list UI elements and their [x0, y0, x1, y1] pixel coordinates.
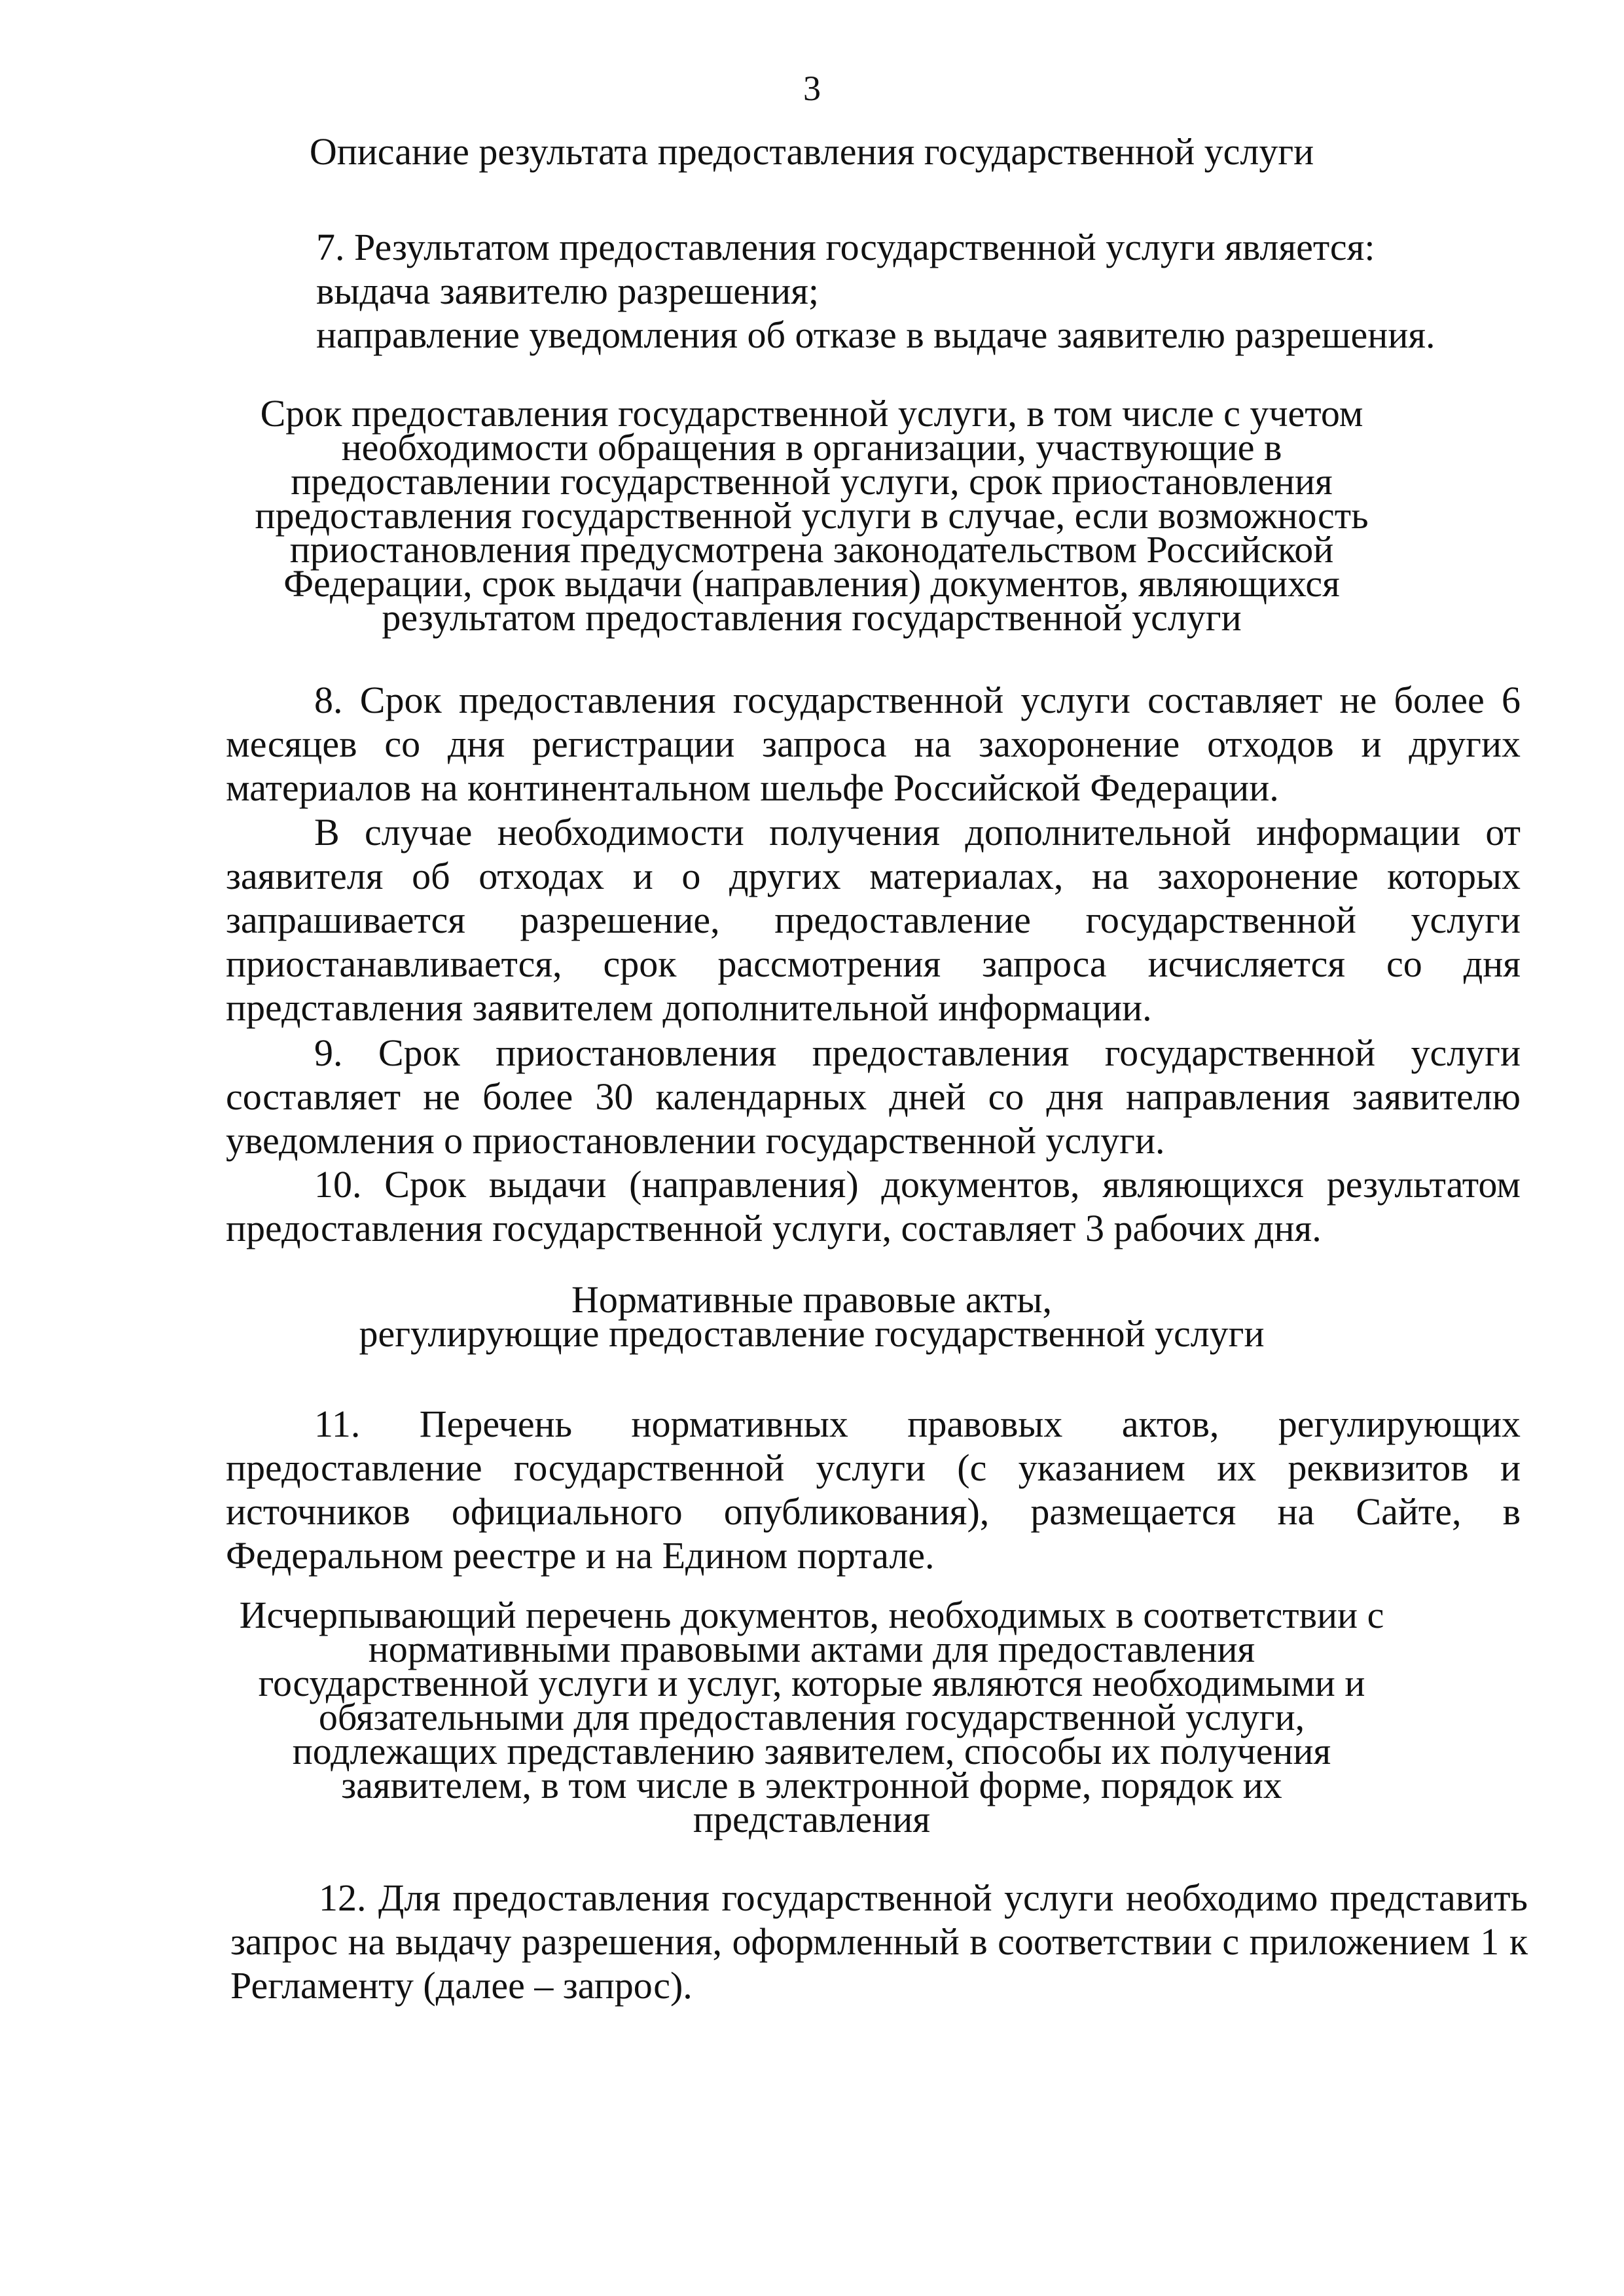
terms-heading-line-5: приостановления предусмотрена законодательством Российской	[289, 528, 1334, 571]
section-heading-terms	[196, 392, 1427, 639]
documents-heading-line-5: подлежащих представлению заявителем, способы их получения	[292, 1730, 1331, 1772]
documents-heading-line-4: обязательными для предоставления государственной услуги,	[318, 1696, 1305, 1738]
documents-heading-line-1: Исчерпывающий перечень документов, необходимых в соответствии с	[239, 1594, 1384, 1636]
terms-heading-line-1: Срок предоставления государственной услуги, в том числе с учетом	[260, 392, 1363, 435]
item-7	[316, 225, 1494, 357]
item-9: 9. Срок приостановления предоставления государственной услуги составляет не более 30 календарных дней со дня направления заявителю уведомления о приостановлении государственной услуги.	[226, 1031, 1521, 1162]
item-11: 11. Перечень нормативных правовых актов, регулирующих предоставление государственной услуги (с указанием их реквизитов и источников официального опубликования), размещается на Сайте, в Федеральном реестре и на Едином портале.	[226, 1403, 1521, 1577]
documents-heading-line-2: нормативными правовыми актами для предоставления	[368, 1628, 1255, 1670]
terms-heading-line-6: Федерации, срок выдачи (направления) документов, являющихся	[283, 562, 1340, 605]
item-7-bullet-1: выдача заявителю разрешения;	[316, 270, 819, 312]
documents-heading-line-3: государственной услуги и услуг, которые являются необходимыми и	[258, 1662, 1365, 1704]
page-number: 3	[803, 69, 821, 108]
section-heading-result: Описание результата предоставления государственной услуги	[309, 130, 1314, 173]
terms-heading-line-4: предоставления государственной услуги в случае, если возможность	[255, 494, 1369, 537]
documents-heading-line-6: заявителем, в том числе в электронной форме, порядок их	[341, 1764, 1282, 1806]
item-8: 8. Срок предоставления государственной услуги составляет не более 6 месяцев со дня регистрации запроса на захоронение отходов и других материалов на континентальном шельфе Российской Федерации.	[226, 679, 1521, 809]
item-12: 12. Для предоставления государственной услуги необходимо представить запрос на выдачу разрешения, оформленный в соответствии с приложением 1 к Регламенту (далее – запрос).	[230, 1876, 1528, 2007]
terms-heading-line-3: предоставлении государственной услуги, срок приостановления	[291, 460, 1333, 503]
item-8-suspension: В случае необходимости получения дополнительной информации от заявителя об отходах и о других материалах, на захоронение которых запрашивается разрешение, предоставление государственной услуги приостанавливается, срок рассмотрения запроса исчисляется со дня представления заявителем дополнительной информации.	[226, 811, 1521, 1029]
item-7-intro: 7. Результатом предоставления государственной услуги является:	[316, 226, 1375, 268]
acts-heading-line-1: Нормативные правовые акты,	[571, 1278, 1052, 1321]
item-10: 10. Срок выдачи (направления) документов, являющихся результатом предоставления государственной услуги, составляет 3 рабочих дня.	[226, 1163, 1521, 1249]
terms-heading-line-2: необходимости обращения в организации, участвующие в	[341, 426, 1282, 469]
acts-heading-line-2: регулирующие предоставление государственной услуги	[359, 1312, 1265, 1355]
section-heading-acts	[196, 1278, 1427, 1355]
documents-heading-line-7: представления	[693, 1798, 931, 1840]
section-heading-documents	[196, 1594, 1427, 1840]
item-7-bullet-2: направление уведомления об отказе в выдаче заявителю разрешения.	[316, 314, 1435, 356]
terms-heading-line-7: результатом предоставления государственной услуги	[382, 596, 1242, 639]
